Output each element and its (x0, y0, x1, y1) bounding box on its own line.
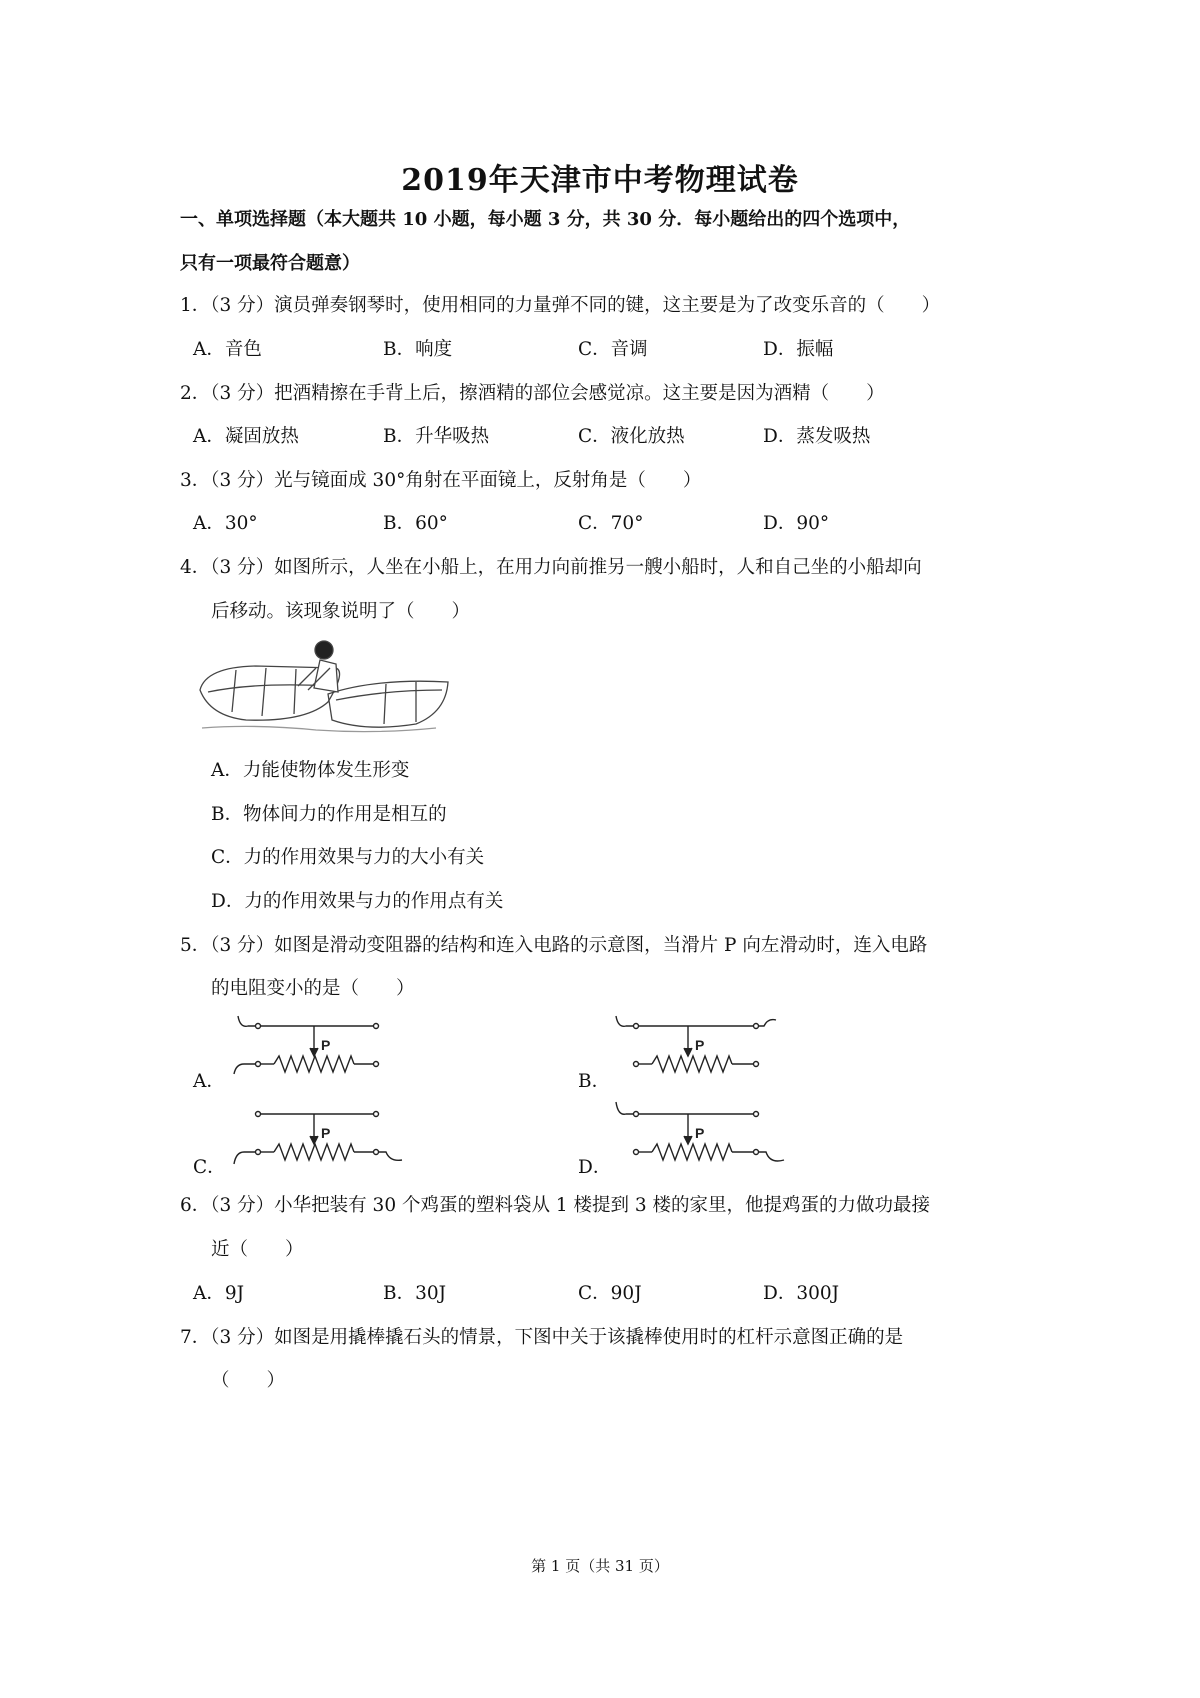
question-5-stem-line2: 的电阻变小的是（ ） (211, 978, 415, 999)
q5-option-c-label: C． (193, 1157, 226, 1178)
question-7-stem-line2: （ ） (211, 1370, 286, 1391)
rheostat-diagram-a (230, 1012, 390, 1082)
slider-p-label: P (695, 1125, 705, 1141)
section-heading-line2: 只有一项最符合题意） (180, 253, 360, 274)
question-5-stem-line1: 5．（3 分）如图是滑动变阻器的结构和连入电路的示意图，当滑片 P 向左滑动时，连入电路 (180, 935, 928, 956)
q6-option-b: B．30J (383, 1283, 447, 1304)
rheostat-diagram-d (612, 1098, 792, 1172)
question-3-stem: 3．（3 分）光与镜面成 30°角射在平面镜上，反射角是（ ） (180, 470, 702, 491)
question-4-stem-line2: 后移动。该现象说明了（ ） (211, 601, 471, 622)
section-heading-line1: 一、单项选择题（本大题共 10 小题，每小题 3 分，共 30 分．每小题给出的四个选项中， (180, 209, 911, 230)
q3-option-b: B．60° (383, 513, 448, 534)
q2-option-b: B．升华吸热 (383, 426, 490, 447)
q5-option-b-label: B． (578, 1071, 611, 1092)
q4-option-b: B．物体间力的作用是相互的 (211, 804, 447, 825)
slider-p-label: P (321, 1125, 331, 1141)
q4-option-c: C．力的作用效果与力的大小有关 (211, 847, 485, 868)
boat-push-figure (196, 632, 451, 737)
question-1-stem: 1．（3 分）演员弹奏钢琴时，使用相同的力量弹不同的键，这主要是为了改变乐音的（ ） (180, 295, 941, 316)
q4-option-a: A．力能使物体发生形变 (211, 760, 410, 781)
q2-option-c: C．液化放热 (578, 426, 685, 447)
q3-option-c: C．70° (578, 513, 644, 534)
slider-p-label: P (695, 1037, 705, 1053)
q4-option-d: D．力的作用效果与力的作用点有关 (211, 891, 504, 912)
page-title: 2019年天津市中考物理试卷 (401, 163, 799, 198)
rheostat-diagram-b (612, 1012, 782, 1082)
q5-option-d-label: D． (578, 1157, 612, 1178)
q1-option-a: A．音色 (193, 339, 262, 360)
q6-option-c: C．90J (578, 1283, 642, 1304)
q6-option-a: A．9J (193, 1283, 245, 1304)
rheostat-diagram-c (230, 1102, 410, 1172)
q5-option-a-label: A． (193, 1071, 225, 1092)
question-7-stem-line1: 7．（3 分）如图是用撬棒撬石头的情景，下图中关于该撬棒使用时的杠杆示意图正确的是 (180, 1327, 904, 1348)
question-4-stem-line1: 4．（3 分）如图所示，人坐在小船上，在用力向前推另一艘小船时，人和自己坐的小船却向 (180, 557, 922, 578)
q1-option-b: B．响度 (383, 339, 453, 360)
question-2-stem: 2．（3 分）把酒精擦在手背上后，擦酒精的部位会感觉凉。这主要是因为酒精（ ） (180, 383, 885, 404)
q3-option-a: A．30° (193, 513, 258, 534)
q2-option-d: D．蒸发吸热 (763, 426, 871, 447)
q6-option-d: D．300J (763, 1283, 840, 1304)
q3-option-d: D．90° (763, 513, 830, 534)
q2-option-a: A．凝固放热 (193, 426, 299, 447)
slider-p-label: P (321, 1037, 331, 1053)
q1-option-d: D．振幅 (763, 339, 834, 360)
page-footer: 第 1 页（共 31 页） (531, 1557, 669, 1575)
question-6-stem-line2: 近（ ） (211, 1239, 304, 1260)
question-6-stem-line1: 6．（3 分）小华把装有 30 个鸡蛋的塑料袋从 1 楼提到 3 楼的家里，他提鸡蛋的力做功最接 (180, 1195, 931, 1216)
q1-option-c: C．音调 (578, 339, 648, 360)
